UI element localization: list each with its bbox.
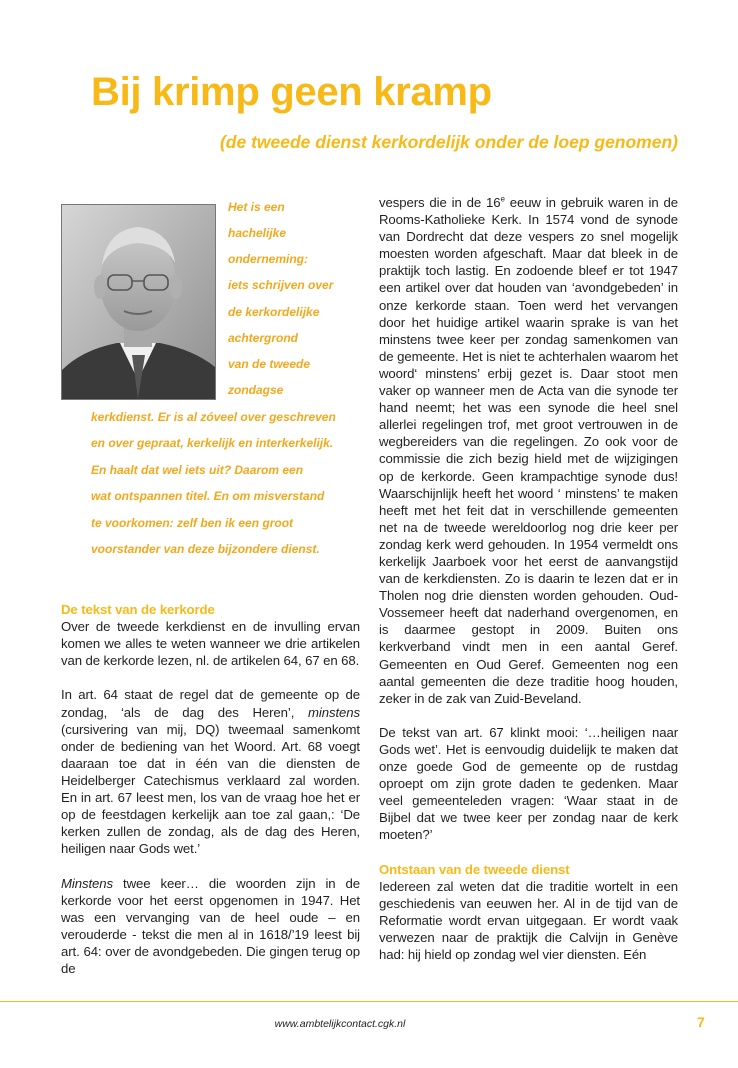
intro-line: zondagse: [228, 383, 284, 397]
body-paragraph: [61, 686, 360, 857]
text-run: In art. 64 staat de regel dat de gemeente op de zondag, ‘als de dag des Heren’,: [61, 687, 360, 720]
intro-line: van de tweede: [228, 357, 311, 371]
body-paragraph: De tekst van art. 67 klinkt mooi: ‘…heiligen naar Gods wet’. Het is eenvoudig duidelijk te maken dat onze goede God de gemeente op de rustdag oproept om zijn grote daden te gedenken. Maar veel gemeenteleden vragen: ‘Waar staat in de Bijbel dat we twee keer per zondag naar de kerk moeten?’: [379, 724, 678, 843]
intro-line: kerkdienst. Er is al zóveel over geschreven: [91, 410, 336, 424]
section-heading-kerkorde: De tekst van de kerkorde: [61, 602, 215, 617]
emphasis-text: minstens: [308, 704, 360, 720]
intro-line: achtergrond: [228, 331, 299, 345]
article-title: Bij krimp geen kramp: [91, 70, 492, 114]
author-photo: [61, 204, 216, 400]
left-column: [61, 601, 360, 977]
text-run: vespers die in de 16: [379, 195, 501, 210]
intro-line: en over gepraat, kerkelijk en interkerkelijk.: [91, 436, 334, 450]
right-column: [379, 194, 678, 963]
article-subtitle: (de tweede dienst kerkordelijk onder de loep genomen): [219, 132, 678, 152]
page-number: 7: [697, 1014, 705, 1030]
intro-line: Het is een: [228, 200, 285, 214]
text-run: twee keer… die woorden zijn in de kerkorde voor het eerst opgenomen in 1947. Het was een vervanging van de heel oude – en verouderde - tekst die men al in 1618/’19 leest bij art. 64: over de avondgebeden. Die gingen terug op de: [61, 875, 360, 976]
intro-line: En haalt dat wel iets uit? Daarom een: [91, 463, 304, 477]
body-paragraph: [379, 194, 678, 707]
author-portrait-image: [62, 205, 215, 399]
emphasis-text: Minstens: [61, 875, 113, 891]
intro-line: iets schrijven over: [228, 278, 334, 292]
intro-line: de kerkordelijke: [228, 305, 320, 319]
body-paragraph: Iedereen zal weten dat die traditie wortelt in een geschiedenis van eeuwen her. Al in de tijd van de Reformatie wordt ervan uitgegaan. Er wordt vaak verwezen naar de praktijk die Calvijn in Genève had: hij hield op zondag wel vier diensten. Eén: [379, 878, 678, 963]
text-run: (cursivering van mij, DQ) tweemaal samenkomt onder de bediening van het Woord. Art. 68 voegt daaraan toe dat in één van die diensten de Heidelberger Catechismus verklaard zal worden. En in art. 67 leest men, los van de vraag hoe het er op de feestdagen kerkelijk aan toe zal gaan,: ‘De kerken zullen de zondag, als de dag des Heren, heiligen naar Gods wet.’: [61, 721, 360, 857]
intro-line: onderneming:: [228, 252, 308, 266]
intro-line: hachelijke: [228, 226, 287, 240]
intro-line: te voorkomen: zelf ben ik een groot: [91, 516, 294, 530]
body-paragraph: Over de tweede kerkdienst en de invulling ervan komen we alles te weten wanneer we drie artikelen van de kerkorde lezen, nl. de artikelen 64, 67 en 68.: [61, 619, 360, 669]
body-paragraph: [61, 875, 360, 978]
text-run: eeuw in gebruik waren in de Rooms-Katholieke Kerk. In 1574 vond de synode van Dordrecht dat deze vespers zo snel mogelijk moesten worden afgeschaft. Maar dat bleek in de praktijk toch lastig. En zodoende bleef er tot 1947 een artikel over dat houden van ‘avondgebeden’ in onze kerkorde staan. Toen werd het vervangen door het huidige artikel waarin sprake is van het minstens twee keer per zondag samenkomen van de gemeente. Het is niet te achterhalen waarom het woord‘ minstens’ erbij gezet is. Daar stoot men vaker op wanneer men de Acta van die synode ter hand neemt; het was een synode die heel snel allerlei regelingen trof, met groot vertrouwen in de wegbereiders van die regelingen. Zo ook voor de commissie die zich bezig hield met de wijzigingen op de kerkorde. Geen krampachtige synode dus! Waarschijnlijk heeft het woord ‘ minstens’ te maken heeft met het feit dat in verschillende gemeenten net na de tweede wereldoorlog nog drie keer per zondag kerk werd gehouden. In 1954 vermeldt ons kerkelijk Jaarboek voor het eerst de aanvangstijd van de kerkdiensten. Zo is daarin te lezen dat er in Tholen nog drie diensten worden gehouden. Oud-Vossemeer heeft dat naderhand overgenomen, en is daarmee gestopt in 2009. Buiten ons kerkverband vindt men in een aantal Geref. Gemeenten en Oud Geref. Gemeenten nog een aantal gemeenten die deze traditie hoog houden, zeker in de zak van Zuid-Beveland.: [379, 195, 679, 706]
footer-rule: [0, 1001, 738, 1002]
footer-url[interactable]: www.ambtelijkcontact.cgk.nl: [274, 1018, 406, 1030]
section-heading-ontstaan: Ontstaan van de tweede dienst: [379, 861, 570, 877]
superscript: e: [500, 194, 505, 204]
intro-line: voorstander van deze bijzondere dienst.: [91, 542, 320, 556]
intro-line: wat ontspannen titel. En om misverstand: [91, 489, 325, 503]
